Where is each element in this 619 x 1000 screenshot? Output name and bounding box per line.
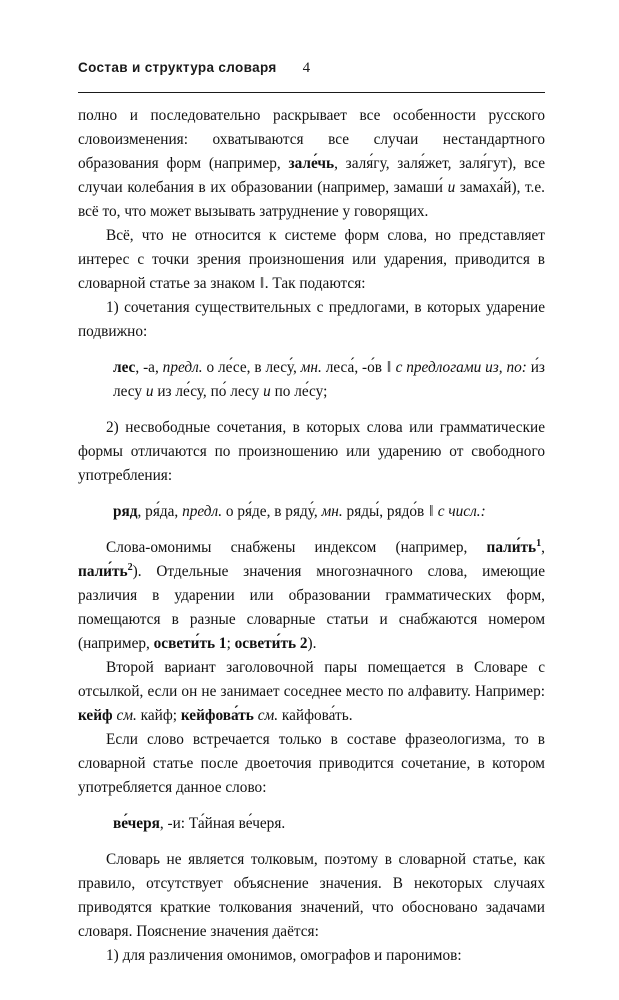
- paragraph-7: Если слово встречается только в составе фразеологизма, то в словарной статье после двоеточия приводится сочетание, в котором употребляется данное слово:: [78, 731, 545, 796]
- conj-i: и: [263, 383, 271, 400]
- spacer: [78, 488, 545, 500]
- paragraph-8: Словарь не является толковым, поэтому в словарной статье, как правило, отсутствует объяснение значения. В некоторых случаях приводятся краткие толкования значений, что обосновано задачами словаря. Пояснение значения даётся:: [78, 851, 545, 940]
- text-column: [78, 104, 545, 968]
- dictionary-entry-les: лес, -а, предл. о ле́се, в лесу́, мн. леса́, -о́в ‖ с предлогами из, по: и́з лесу и из ле́су, по́ лесу и по ле́су;: [113, 359, 545, 400]
- paragraph-1: полно и последовательно раскрывает все особенности русского словоизменения: охватываются все случаи нестандартного образования форм (например, зале́чь, заля́гу, заля́жет, заля́гут), все случаи колебания в их образовании (например, замаши́ и замаха́й), т.е. всё то, что может вызывать затруднение у говорящих.: [78, 107, 546, 220]
- label-predl: предл.: [162, 359, 203, 376]
- spacer: [78, 404, 545, 416]
- headword-vecherya: ве́черя: [113, 815, 160, 832]
- label-sm: см.: [257, 707, 279, 724]
- running-head-title: Состав и структура словаря: [78, 60, 277, 75]
- dictionary-entry-vecherya: ве́черя, -и: Та́йная ве́черя.: [113, 815, 286, 832]
- term-palit-1: $пали́ть^1$: [486, 537, 542, 556]
- paragraph-3-list-item-1: 1) сочетания существительных с предлогами, в которых ударение подвижно:: [78, 299, 545, 340]
- running-head-rule: [78, 92, 545, 93]
- term-osvetit-2: освети́ть 2: [234, 635, 308, 652]
- label-s-chisl: с числ.:: [437, 503, 486, 520]
- label-predl: предл.: [182, 503, 223, 520]
- term-keyf: кейф: [78, 707, 113, 724]
- label-mn: мн.: [300, 359, 322, 376]
- running-head: [78, 60, 545, 77]
- label-mn: мн.: [321, 503, 343, 520]
- note-s-predlogami: с предлогами из, по:: [395, 359, 527, 376]
- homonym-index-2: 2: [127, 561, 133, 573]
- paragraph-2: Всё, что не относится к системе форм слова, но представляет интерес с точки зрения произношения или ударения, приводится в словарной статье за знаком ‖. Так подаются:: [78, 227, 545, 292]
- paragraph-4-list-item-2: 2) несвободные сочетания, в которых слова или грамматические формы отличаются по произношению или ударению от свободного употребления:: [78, 419, 545, 484]
- term-palit-2: $пали́ть^2$: [78, 561, 133, 580]
- headword-les: лес: [113, 359, 136, 376]
- double-bar-symbol: ‖: [386, 359, 391, 376]
- label-sm: см.: [116, 707, 137, 724]
- conj-i: и: [447, 179, 456, 196]
- homonym-index-1: 1: [536, 537, 542, 549]
- double-bar-symbol: ‖: [259, 275, 264, 292]
- spacer: [78, 800, 545, 812]
- conj-i: и: [145, 383, 154, 400]
- term-osvetit-1: освети́ть 1: [153, 635, 227, 652]
- page-number: 4: [302, 60, 311, 76]
- spacer: [78, 524, 545, 536]
- spacer: [78, 836, 545, 848]
- spacer: [78, 344, 545, 356]
- double-bar-symbol: ‖: [429, 503, 433, 520]
- dictionary-entry-ryad: ряд, ря́да, предл. о ря́де, в ряду́, мн. ряды́, рядо́в ‖ с числ.:: [113, 503, 486, 520]
- paragraph-6: Второй вариант заголовочной пары помещается в Словаре с отсылкой, если он не занимает соседнее место по алфавиту. Например: кейф см. кайф; кейфова́ть см. кайфова́ть.: [78, 659, 545, 724]
- term-zalech: зале́чь: [288, 155, 335, 172]
- paragraph-5: Слова-омонимы снабжены индексом (например, $пали́ть^1$, $пали́ть^2$). Отдельные значения многозначного слова, имеющие различия в ударении или образовании грамматических форм, помещаются в разные словарные статьи и снабжаются номером (например, освети́ть 1; освети́ть 2).: [78, 537, 545, 652]
- headword-ryad: ряд: [113, 503, 138, 520]
- term-keyfovat: кейфова́ть: [180, 707, 254, 724]
- paragraph-9-list-item-1: 1) для различения омонимов, омографов и паронимов:: [106, 947, 462, 964]
